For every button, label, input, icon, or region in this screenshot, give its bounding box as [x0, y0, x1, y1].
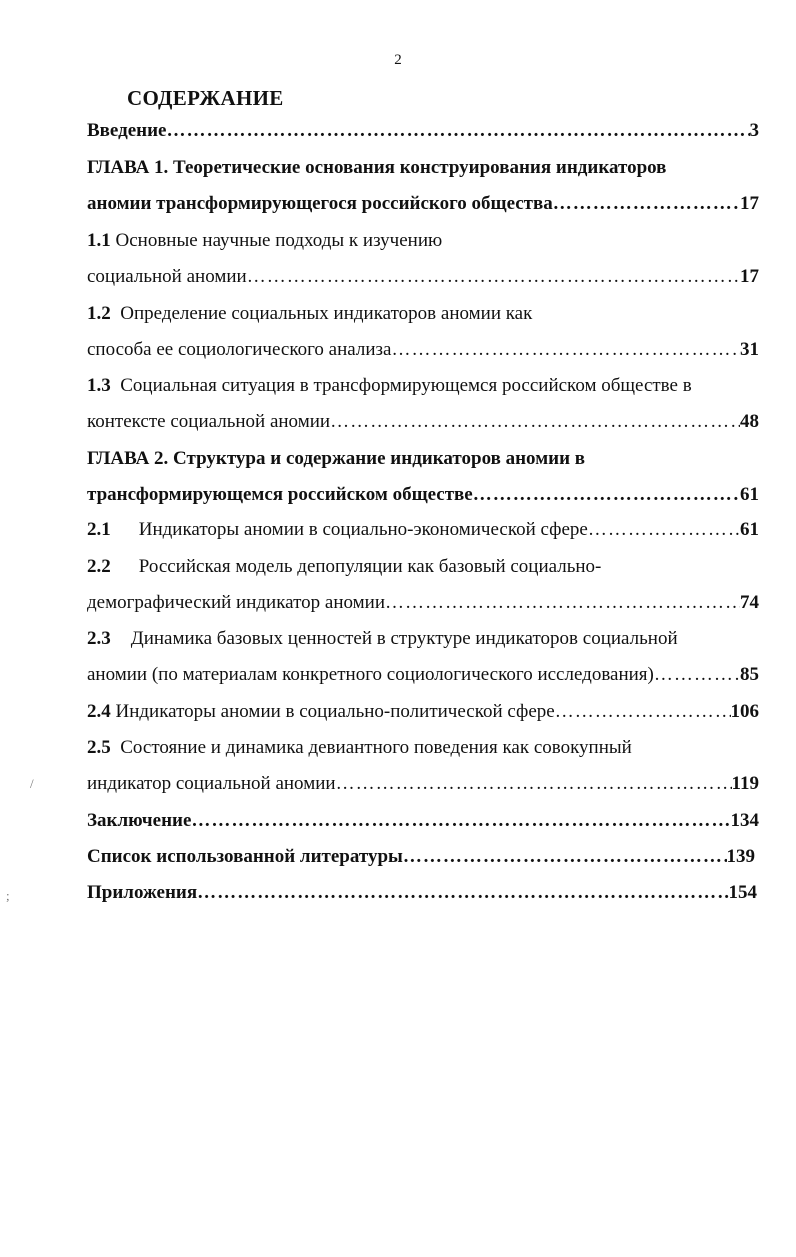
entry-page: 74 [740, 592, 759, 613]
leader-dots [654, 663, 740, 687]
entry-page: 85 [740, 664, 759, 685]
toc-section-2-5-line1[interactable] [87, 736, 632, 760]
toc-heading: СОДЕРЖАНИЕ [127, 86, 284, 110]
leader-dots [336, 772, 732, 796]
toc-entry-1-2[interactable] [87, 338, 759, 362]
toc-entry-1-1[interactable] [87, 265, 759, 289]
toc-entry-conclusion[interactable] [87, 809, 759, 833]
toc-entry-2-5[interactable] [87, 772, 759, 796]
toc-entry-chapter1[interactable] [87, 192, 759, 216]
entry-page: 61 [740, 484, 759, 505]
toc-entry-intro[interactable] [87, 119, 759, 143]
leader-dots [391, 338, 740, 362]
section-number: 2.3 [87, 628, 111, 649]
entry-label: контексте социальной аномии [87, 411, 331, 432]
entry-label: трансформирующемся российском обществе [87, 484, 473, 505]
leader-dots [167, 119, 750, 143]
entry-label: социальной аномии [87, 266, 247, 287]
toc-section-2-2-line1[interactable] [87, 555, 601, 579]
section-number: 1.3 [87, 375, 111, 396]
entry-label: Список использованной литературы [87, 846, 403, 867]
toc-entry-2-3[interactable] [87, 663, 759, 687]
toc-entry-2-1[interactable] [87, 518, 759, 542]
entry-page: 17 [740, 266, 759, 287]
section-number: 2.2 [87, 556, 111, 577]
leader-dots [555, 700, 731, 724]
toc-entry-references[interactable] [87, 845, 755, 869]
entry-label: демографический индикатор аномии [87, 592, 385, 613]
section-number: 1.1 [87, 230, 111, 251]
entry-label: Приложения [87, 882, 198, 903]
entry-page: 134 [730, 810, 759, 831]
entry-label: Определение социальных индикаторов аномии как [120, 303, 533, 324]
entry-label: Индикаторы аномии в социально-экономической сфере [138, 519, 588, 540]
scan-mark: / [30, 776, 34, 791]
toc-chapter2-line1[interactable]: ГЛАВА 2. Структура и содержание индикаторов аномии в [87, 448, 586, 469]
section-number: 1.2 [87, 303, 111, 324]
entry-label: Динамика базовых ценностей в структуре индикаторов социальной [130, 628, 678, 649]
leader-dots [473, 483, 740, 507]
leader-dots [553, 192, 740, 216]
entry-label: Заключение [87, 810, 192, 831]
entry-page: 154 [728, 882, 757, 903]
scan-mark: ; [6, 888, 10, 903]
toc-entry-2-2[interactable] [87, 591, 759, 615]
entry-label: индикатор социальной аномии [87, 773, 336, 794]
entry-page: 48 [740, 411, 759, 432]
entry-page: 31 [740, 339, 759, 360]
toc-chapter1-line1[interactable]: ГЛАВА 1. Теоретические основания конструирования индикаторов [87, 157, 667, 178]
toc-section-1-3-line1[interactable] [87, 374, 692, 398]
leader-dots [247, 265, 740, 289]
entry-label: Российская модель депопуляции как базовый социально- [138, 556, 602, 577]
entry-label: способа ее социологического анализа [87, 339, 392, 360]
section-number: 2.5 [87, 737, 111, 758]
entry-label: Социальная ситуация в трансформирующемся российском обществе в [120, 375, 692, 396]
entry-label: Состояние и динамика девиантного поведения как совокупный [120, 737, 632, 758]
toc-section-2-3-line1[interactable] [87, 627, 678, 651]
leader-dots [330, 410, 740, 434]
toc-section-1-1-line1[interactable] [87, 229, 442, 253]
toc-entry-chapter2[interactable] [87, 483, 759, 507]
toc-entry-2-4[interactable] [87, 700, 759, 724]
toc-entry-appendix[interactable] [87, 881, 757, 905]
entry-page: 3 [749, 120, 759, 141]
entry-page: 139 [726, 846, 755, 867]
toc-entry-1-3[interactable] [87, 410, 759, 434]
leader-dots [197, 881, 728, 905]
entry-page: 17 [740, 193, 759, 214]
leader-dots [191, 809, 730, 833]
leader-dots [403, 845, 727, 869]
toc-section-1-2-line1[interactable] [87, 302, 532, 326]
entry-page: 106 [730, 701, 759, 722]
entry-label: аномии трансформирующегося российского общества [87, 193, 553, 214]
page-number: 2 [394, 52, 402, 68]
entry-label: Основные научные подходы к изучению [115, 230, 443, 251]
section-number: 2.1 [87, 519, 111, 540]
entry-page: 61 [740, 519, 759, 540]
entry-label: Индикаторы аномии в социально-политической сфере [115, 701, 555, 722]
entry-page: 119 [731, 773, 759, 794]
section-number: 2.4 [87, 701, 111, 722]
leader-dots [385, 591, 740, 615]
entry-label: аномии (по материалам конкретного социологического исследования) [87, 664, 654, 685]
leader-dots [588, 518, 740, 542]
entry-label: Введение [87, 120, 167, 141]
